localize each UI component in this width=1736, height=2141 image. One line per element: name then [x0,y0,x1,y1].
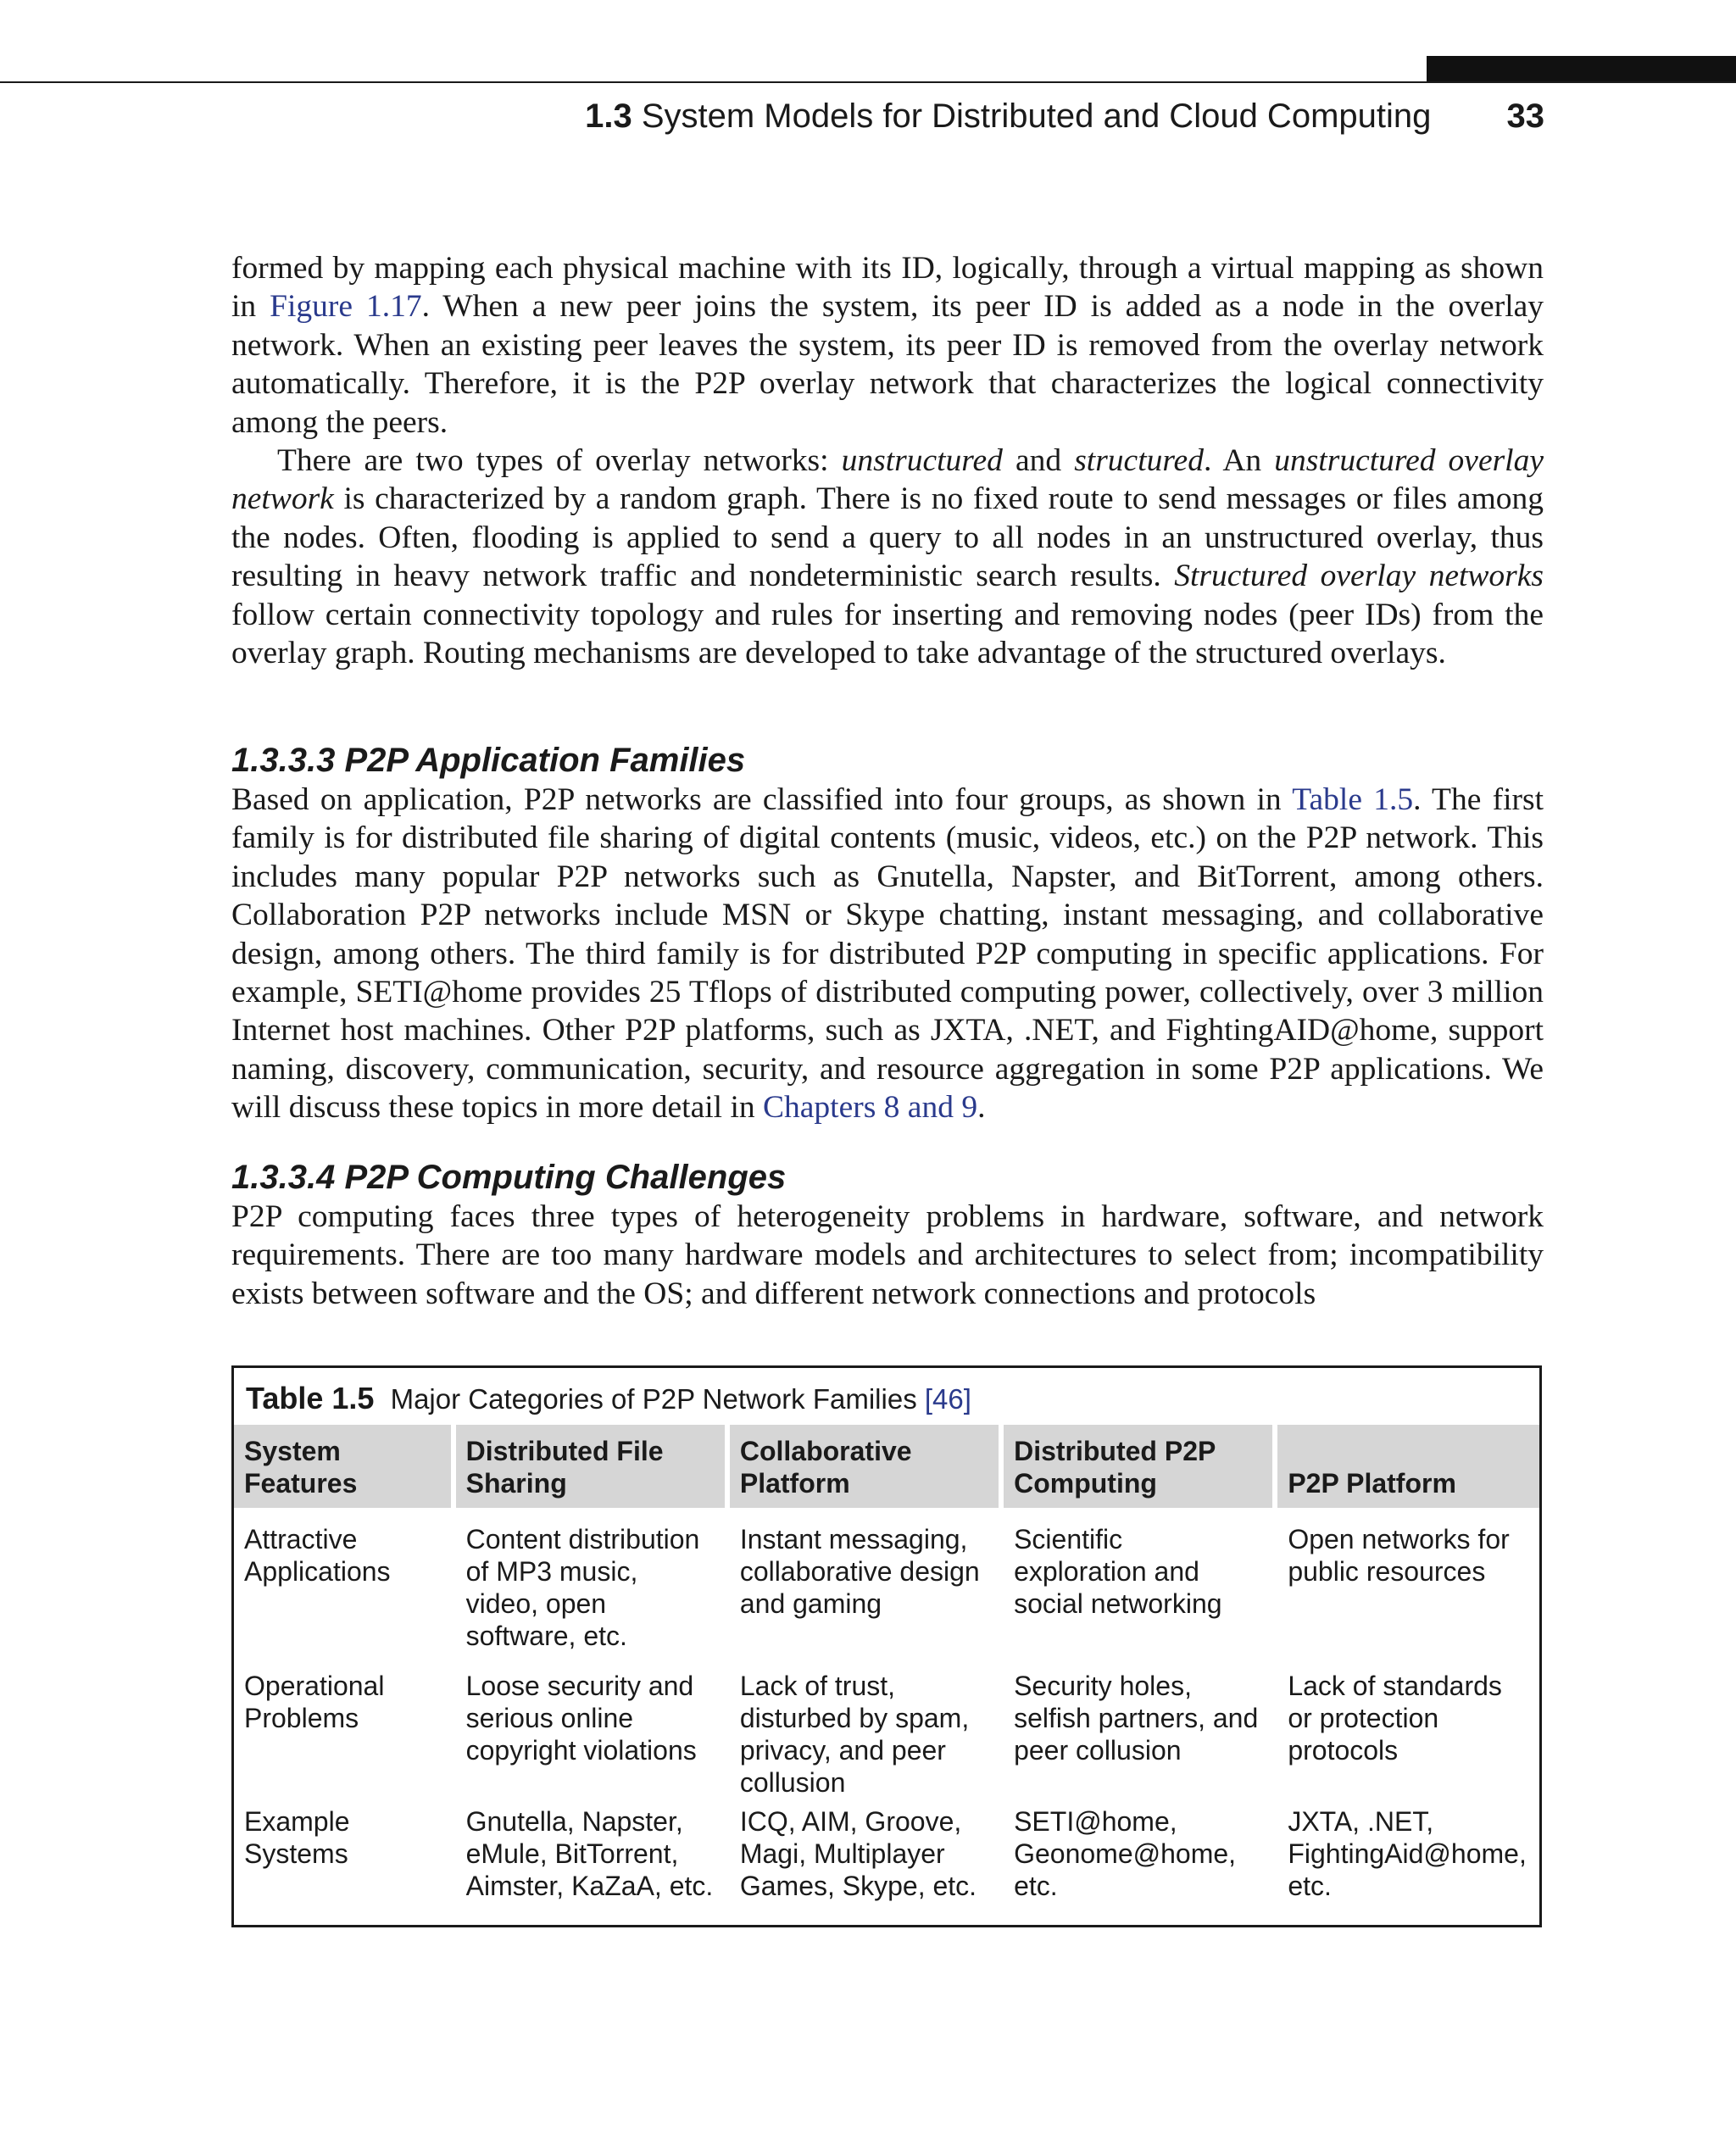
paragraph [231,781,1544,1127]
table-cell: Gnutella, Napster, eMule, BitTorrent, Aimster, KaZaA, etc. [465,1806,714,1901]
page-number: 33 [1506,97,1544,135]
reference-link[interactable]: [46] [924,1383,971,1415]
emphasis: structured [1074,443,1204,478]
text-run: P2P computing faces three types of heterogeneity problems in hardware, software, and network requirements. There are too many hardware models and architectures to select from; incompatibility exists between software and the OS; and different network connections and protocols [231,1199,1544,1311]
section-number: 1.3 [585,97,632,135]
paragraph [231,1198,1544,1313]
header-black-tab [1427,56,1736,83]
table-cell: Loose security and serious online copyright violations [465,1671,697,1766]
table-caption-text: Major Categories of P2P Network Families [390,1383,917,1415]
figure-link[interactable]: Figure 1.17 [270,289,422,325]
table-cell: Lack of standards or protection protocols [1288,1671,1502,1766]
text-run: There are two types of overlay networks: [277,443,842,478]
table-cell: Example Systems [244,1806,350,1869]
table-p2p-families [231,1365,1542,1927]
table-row [234,1670,1539,1805]
header-rule [0,81,1736,83]
table-row [234,1805,1539,1902]
text-run: Based on application, P2P networks are classified into four groups, as shown in [231,782,1293,817]
emphasis: Structured overlay networks [1174,559,1544,594]
table-caption [246,1378,971,1419]
table-cell: JXTA, .NET, FightingAid@home, etc. [1288,1806,1527,1901]
para-overlay-mapping [231,249,1544,442]
text-run: . An [1203,443,1275,478]
text-run: and [1002,443,1075,478]
paragraph [231,249,1544,442]
text-run: . The first family is for distributed file sharing of digital contents (music, videos, etc.) on the P2P network. This includes many popular P2P networks such as Gnutella, Napster, and BitTorrent, among others. Collaboration P2P networks include MSN or Skype chatting, instant messaging, and collaborative design, among others. The third family is for distributed P2P computing in specific applications. For example, SETI@home provides 25 Tflops of distributed computing power, collectively, over 3 million Internet host machines. Other P2P platforms, such as JXTA, .NET, and FightingAID@home, support naming, discovery, communication, security, and resource aggregation in some P2P applications. We will discuss these topics in more detail in [231,782,1544,1126]
table-row [234,1508,1539,1670]
table-cell: Scientific exploration and social networking [1014,1524,1222,1619]
table-cell: Operational Problems [244,1671,385,1733]
section-app-families [231,740,1544,1127]
section-heading: 1.3.3.4 P2P Computing Challenges [231,1159,787,1196]
table-cell: Open networks for public resources [1288,1524,1510,1587]
emphasis: unstructured [841,443,1003,478]
text-run: . When a new peer joins the system, its peer ID is added as a node in the overlay network. When an existing peer leaves the system, its peer ID is removed from the overlay network automatically. Therefore, it is the P2P overlay network that characterizes the logical connectivity among the peers. [231,289,1544,440]
para-overlay-types [231,442,1544,672]
table-cell: Instant messaging, collaborative design and gaming [739,1524,980,1619]
text-run: is characterized by a random graph. There is no fixed route to send messages or files among the nodes. Often, flooding is applied to send a query to all nodes in an unstructured overlay, thus resulting in heavy network traffic and nondeterministic search results. [231,481,1544,594]
emphasis: unstructured overlay network [231,443,1544,517]
text-run: . [977,1090,986,1126]
running-head [585,95,1544,137]
column-header: Distributed P2P Computing [1004,1425,1272,1508]
column-header: Collaborative Platform [730,1425,999,1508]
table-label: Table 1.5 [246,1381,375,1415]
column-header: Distributed File Sharing [456,1425,725,1508]
table-header-row [234,1425,1539,1508]
column-header: System Features [234,1425,451,1508]
section-heading: 1.3.3.3 P2P Application Families [231,742,746,779]
paragraph [231,442,1544,672]
chapters-link[interactable]: Chapters 8 and 9 [763,1090,978,1126]
table-grid [229,1425,1544,1902]
table-cell: SETI@home, Geonome@home, etc. [1014,1806,1237,1901]
table-cell: Lack of trust, disturbed by spam, privacy, and peer collusion [739,1671,970,1798]
text-run: follow certain connectivity topology and rules for inserting and removing nodes (peer IDs) from the overlay graph. Routing mechanisms are developed to take advantage of the structured overlays. [231,597,1544,671]
table-cell: Security holes, selfish partners, and peer collusion [1014,1671,1259,1766]
column-header: P2P Platform [1277,1425,1539,1508]
section-title: System Models for Distributed and Cloud Computing [641,97,1432,135]
table-cell: Attractive Applications [244,1524,391,1587]
text-run: formed by mapping each physical machine with its ID, logically, through a virtual mapping as shown in [231,251,1544,325]
section-challenges [231,1157,1544,1313]
table-cell: ICQ, AIM, Groove, Magi, Multiplayer Games, Skype, etc. [739,1806,977,1901]
table-cell: Content distribution of MP3 music, video, open software, etc. [465,1524,700,1651]
table-link[interactable]: Table 1.5 [1292,782,1414,817]
